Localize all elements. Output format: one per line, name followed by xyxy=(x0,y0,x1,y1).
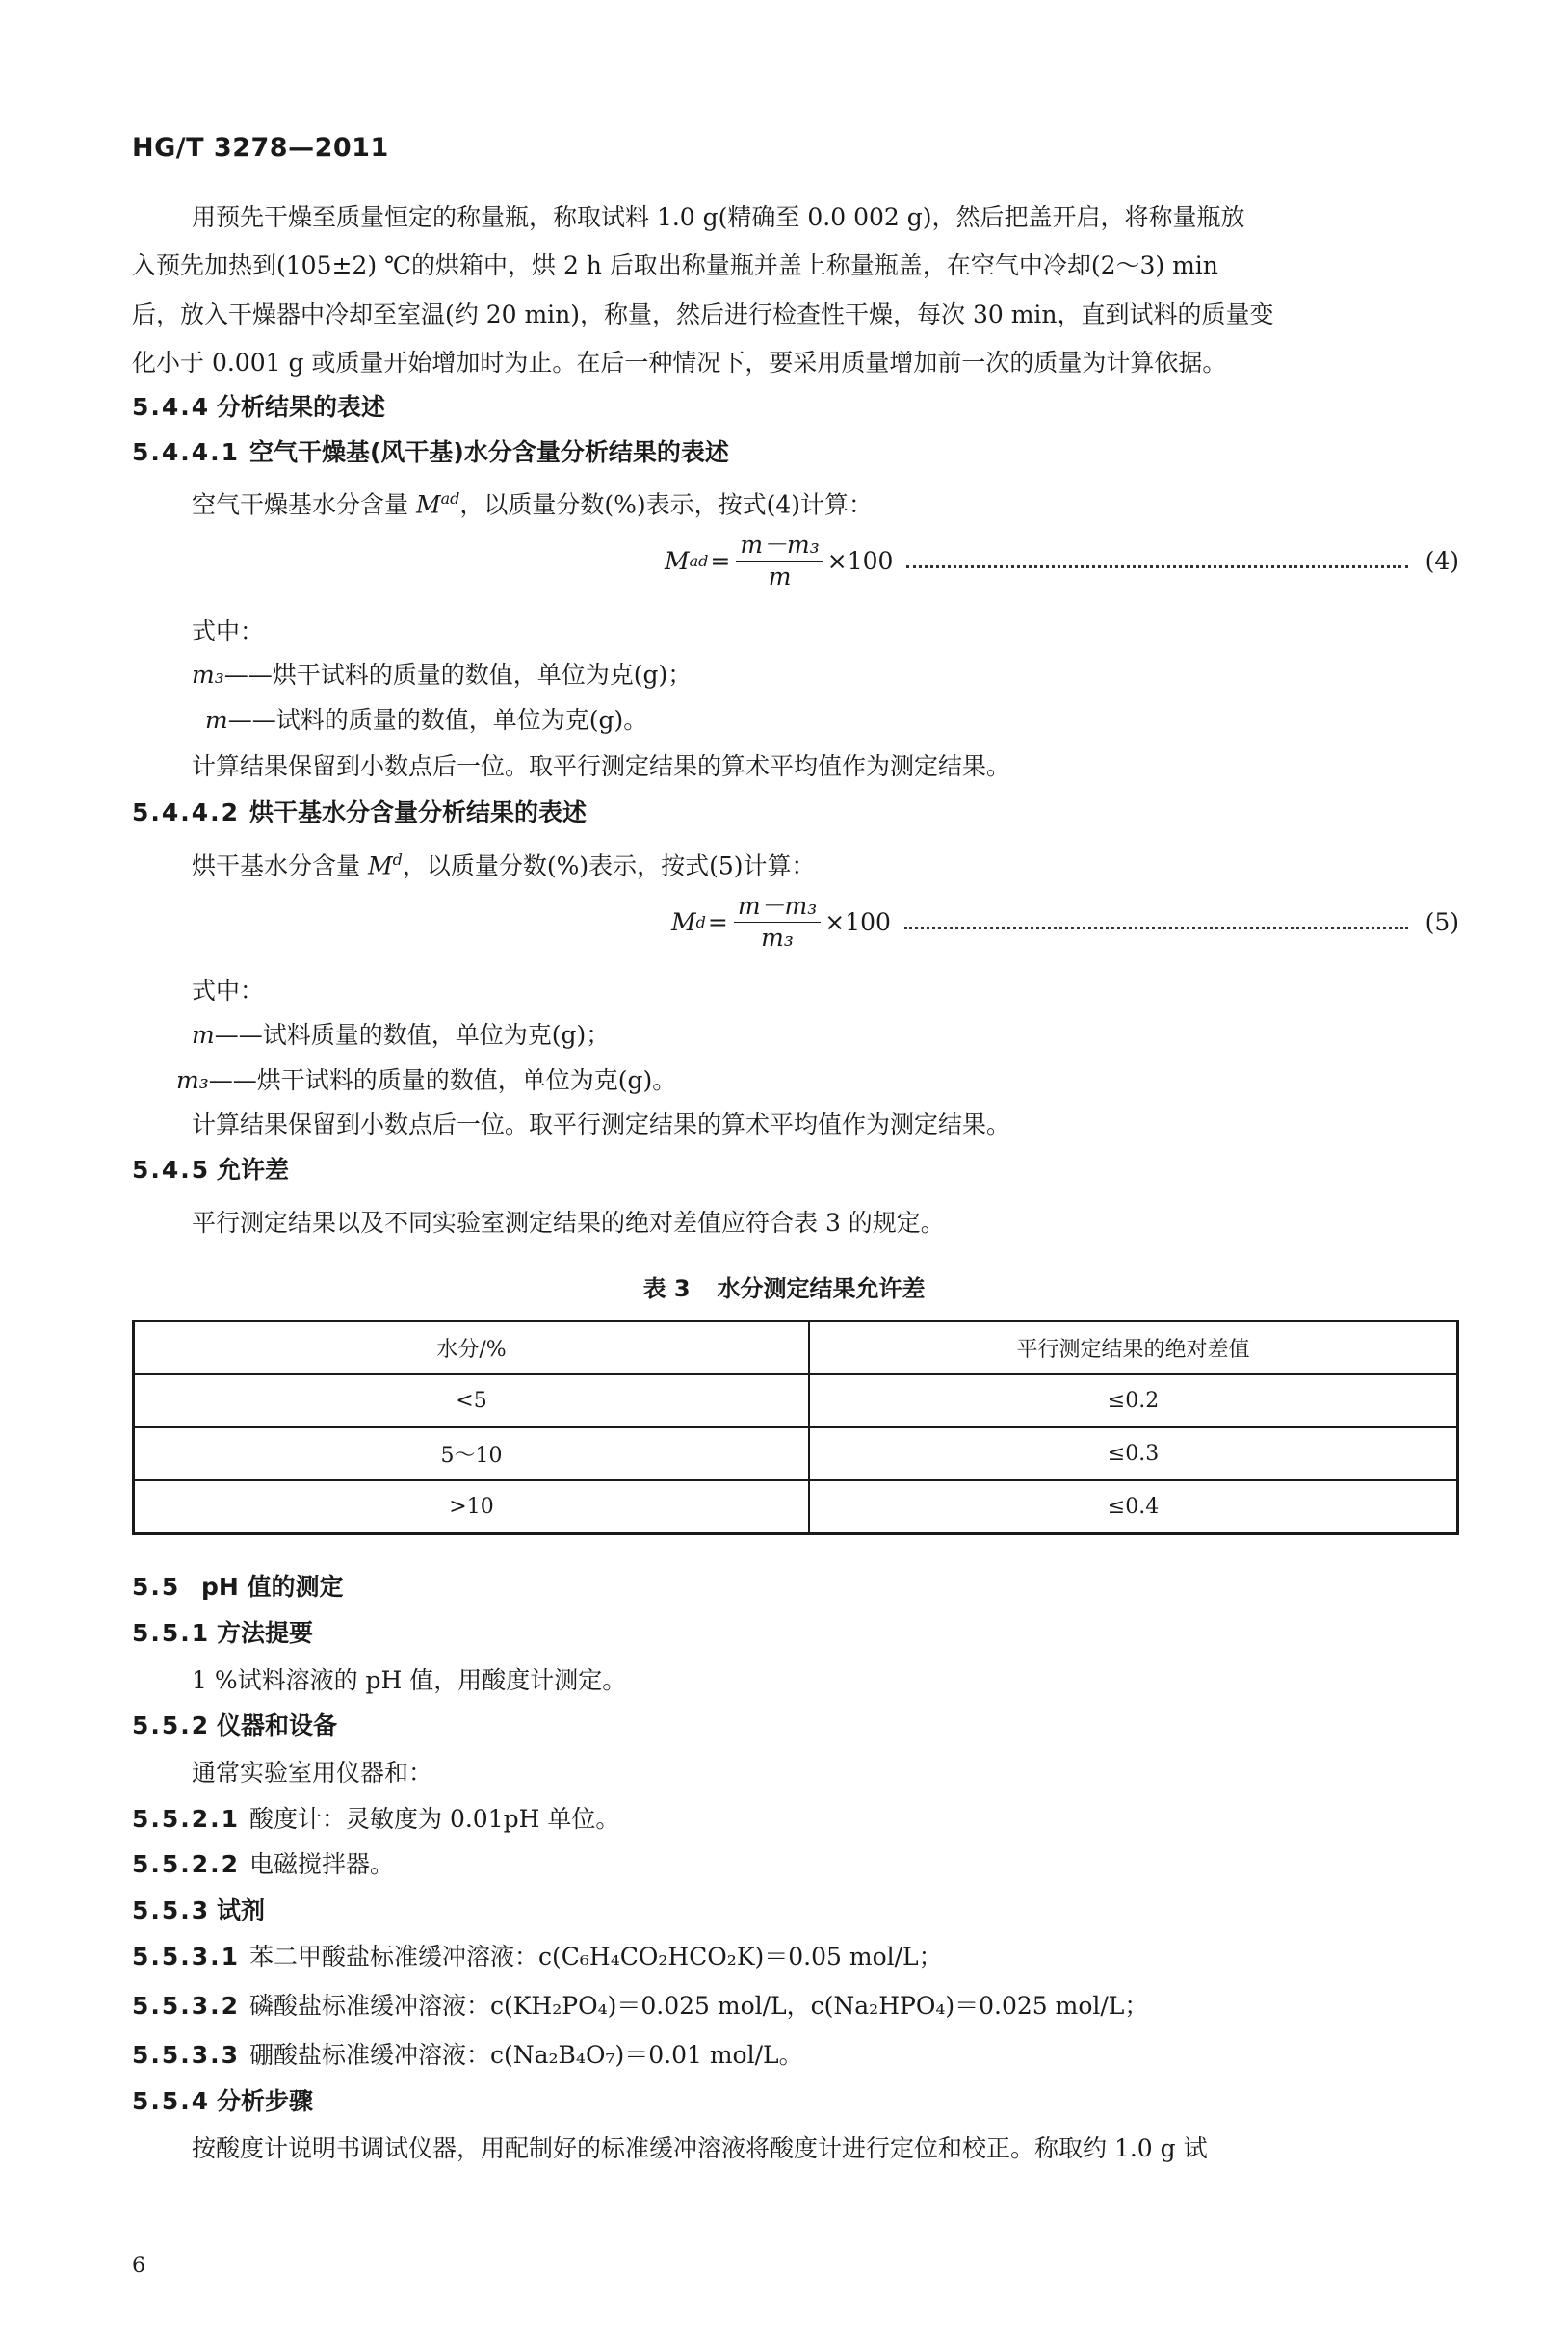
where-label: 式中： xyxy=(192,977,265,1005)
table-row xyxy=(134,1427,1458,1480)
paragraph-line: 通常实验室用仪器和： xyxy=(192,1759,433,1787)
column-header: 平行测定结果的绝对差值 xyxy=(809,1321,1458,1375)
fraction: $\frac{\text{m－m₃}}{\text{m₃}}$ xyxy=(734,893,821,952)
section-title: 仪器和设备 xyxy=(217,1712,338,1739)
table-header-row xyxy=(134,1321,1458,1375)
paragraph-line: 1 %试料溶液的 pH 值，用酸度计测定。 xyxy=(192,1666,627,1694)
table-title: 水分测定结果允许差 xyxy=(717,1275,926,1302)
clause-5-5-3-1: 5.5.3.1 苯二甲酸盐标准缓冲溶液：c(C₆H₄CO₂HCO₂K)＝0.05 mol/L； xyxy=(132,1940,943,1974)
section-number: 5.5.3 xyxy=(132,1896,211,1924)
paragraph-line: 用预先干燥至质量恒定的称量瓶，称取试料 1.0 g(精确至 0.0 002 g)，然后把盖开启，将称量瓶放 xyxy=(192,203,1245,231)
section-title: pH 值的测定 xyxy=(201,1573,344,1601)
tolerance-table xyxy=(132,1320,1459,1535)
dot-leader xyxy=(904,927,1408,929)
section-number: 5.5.2.2 xyxy=(132,1850,241,1878)
standard-code: HG/T 3278—2011 xyxy=(132,133,389,163)
section-number: 5.5.3.2 xyxy=(132,1992,241,2020)
section-heading-5-4-5 xyxy=(132,1153,289,1188)
column-header: 水分/% xyxy=(134,1321,810,1375)
section-title: 试剂 xyxy=(217,1896,266,1924)
clause-5-5-2-2: 5.5.2.2 电磁搅拌器。 xyxy=(132,1847,394,1882)
section-title: 空气干燥基(风干基)水分含量分析结果的表述 xyxy=(249,438,729,466)
section-title: 烘干基水分含量分析结果的表述 xyxy=(249,798,588,826)
section-heading-5-4-4 xyxy=(132,390,385,425)
where-label: 式中： xyxy=(192,617,265,645)
clause-5-5-3-2: 5.5.3.2 磷酸盐标准缓冲溶液：c(KH₂PO₄)＝0.025 mol/L，c(Na₂HPO₄)＝0.025 mol/L； xyxy=(132,1989,1148,2024)
section-heading-5-5 xyxy=(132,1570,344,1605)
table-cell: ≤0.2 xyxy=(809,1374,1458,1427)
section-number: 5.5.4 xyxy=(132,2087,211,2115)
section-heading-5-5-1 xyxy=(132,1616,313,1651)
rounding-note: 计算结果保留到小数点后一位。取平行测定结果的算术平均值作为测定结果。 xyxy=(192,752,1011,780)
section-heading-5-4-4-2 xyxy=(132,796,587,830)
formula-intro: 空气干燥基水分含量 $M^{ad}$，以质量分数(%)表示，按式(4)计算： xyxy=(192,489,874,519)
table-cell: ≤0.4 xyxy=(809,1480,1458,1534)
paragraph-line: 入预先加热到(105±2) ℃的烘箱中，烘 2 h 后取出称量瓶并盖上称量瓶盖，在空气中冷却(2～3) min xyxy=(132,251,1218,279)
formula-4: M ad = $\frac{\text{m－m₃}}{m}$ ×100 (4) xyxy=(665,531,1459,590)
section-heading-5-5-2 xyxy=(132,1709,337,1743)
section-number: 5.5.2.1 xyxy=(132,1805,241,1833)
section-number: 5.5 xyxy=(132,1573,181,1601)
section-title: 允许差 xyxy=(217,1156,290,1184)
table-caption xyxy=(0,1269,1568,1303)
table-row xyxy=(134,1374,1458,1427)
section-number: 5.5.3.1 xyxy=(132,1943,241,1971)
clause-5-5-3-3: 5.5.3.3 硼酸盐标准缓冲溶液：c(Na₂B₄O₇)＝0.01 mol/L。 xyxy=(132,2038,803,2073)
section-number: 5.4.5 xyxy=(132,1156,211,1184)
table-cell: ≤0.3 xyxy=(809,1427,1458,1480)
section-heading-5-5-4 xyxy=(132,2084,313,2119)
section-title: 方法提要 xyxy=(217,1619,314,1647)
page-number: 6 xyxy=(132,2254,145,2278)
section-number: 5.4.4 xyxy=(132,393,211,421)
paragraph-line: 后，放入干燥器中冷却至室温(约 20 min)，称量，然后进行检查性干燥，每次 30 min，直到试料的质量变 xyxy=(132,301,1274,328)
section-title: 分析步骤 xyxy=(217,2087,314,2115)
table-label: 表 3 xyxy=(642,1275,691,1302)
definition-item: m₃——烘干试料的质量的数值，单位为克(g)。 xyxy=(176,1066,677,1094)
fraction: $\frac{\text{m－m₃}}{m}$ xyxy=(736,532,823,590)
section-number: 5.4.4.1 xyxy=(132,438,241,466)
paragraph-line: 按酸度计说明书调试仪器，用配制好的标准缓冲溶液将酸度计进行定位和校正。称取约 1.0 g 试 xyxy=(192,2134,1208,2162)
paragraph-line: 平行测定结果以及不同实验室测定结果的绝对差值应符合表 3 的规定。 xyxy=(192,1209,945,1237)
table-cell: 5～10 xyxy=(134,1427,810,1480)
equation-number: (4) xyxy=(1424,547,1459,575)
section-number: 5.5.1 xyxy=(132,1619,211,1647)
paragraph-line: 化小于 0.001 g 或质量开始增加时为止。在后一种情况下，要采用质量增加前一次的质量为计算依据。 xyxy=(132,349,1227,377)
section-heading-5-5-3 xyxy=(132,1894,265,1928)
table-row xyxy=(134,1480,1458,1534)
section-number: 5.4.4.2 xyxy=(132,798,241,826)
clause-5-5-2-1: 5.5.2.1 酸度计：灵敏度为 0.01pH 单位。 xyxy=(132,1802,619,1837)
section-number: 5.5.2 xyxy=(132,1712,211,1739)
definition-item: m——试料的质量的数值，单位为克(g)。 xyxy=(205,706,648,734)
table-cell: >10 xyxy=(134,1480,810,1534)
formula-intro: 烘干基水分含量 $M^d$，以质量分数(%)表示，按式(5)计算： xyxy=(192,850,816,880)
formula-5: M d = $\frac{\text{m－m₃}}{\text{m₃}}$ ×100 (5) xyxy=(671,892,1459,952)
table-cell: <5 xyxy=(134,1374,810,1427)
dot-leader xyxy=(906,565,1407,568)
definition-item: m——试料质量的数值，单位为克(g)； xyxy=(192,1021,611,1049)
rounding-note: 计算结果保留到小数点后一位。取平行测定结果的算术平均值作为测定结果。 xyxy=(192,1111,1011,1138)
section-number: 5.5.3.3 xyxy=(132,2041,241,2069)
section-title: 分析结果的表述 xyxy=(217,393,386,421)
definition-item: m₃——烘干试料的质量的数值，单位为克(g)； xyxy=(192,661,693,689)
section-heading-5-4-4-1 xyxy=(132,435,729,470)
equation-number: (5) xyxy=(1424,908,1459,936)
